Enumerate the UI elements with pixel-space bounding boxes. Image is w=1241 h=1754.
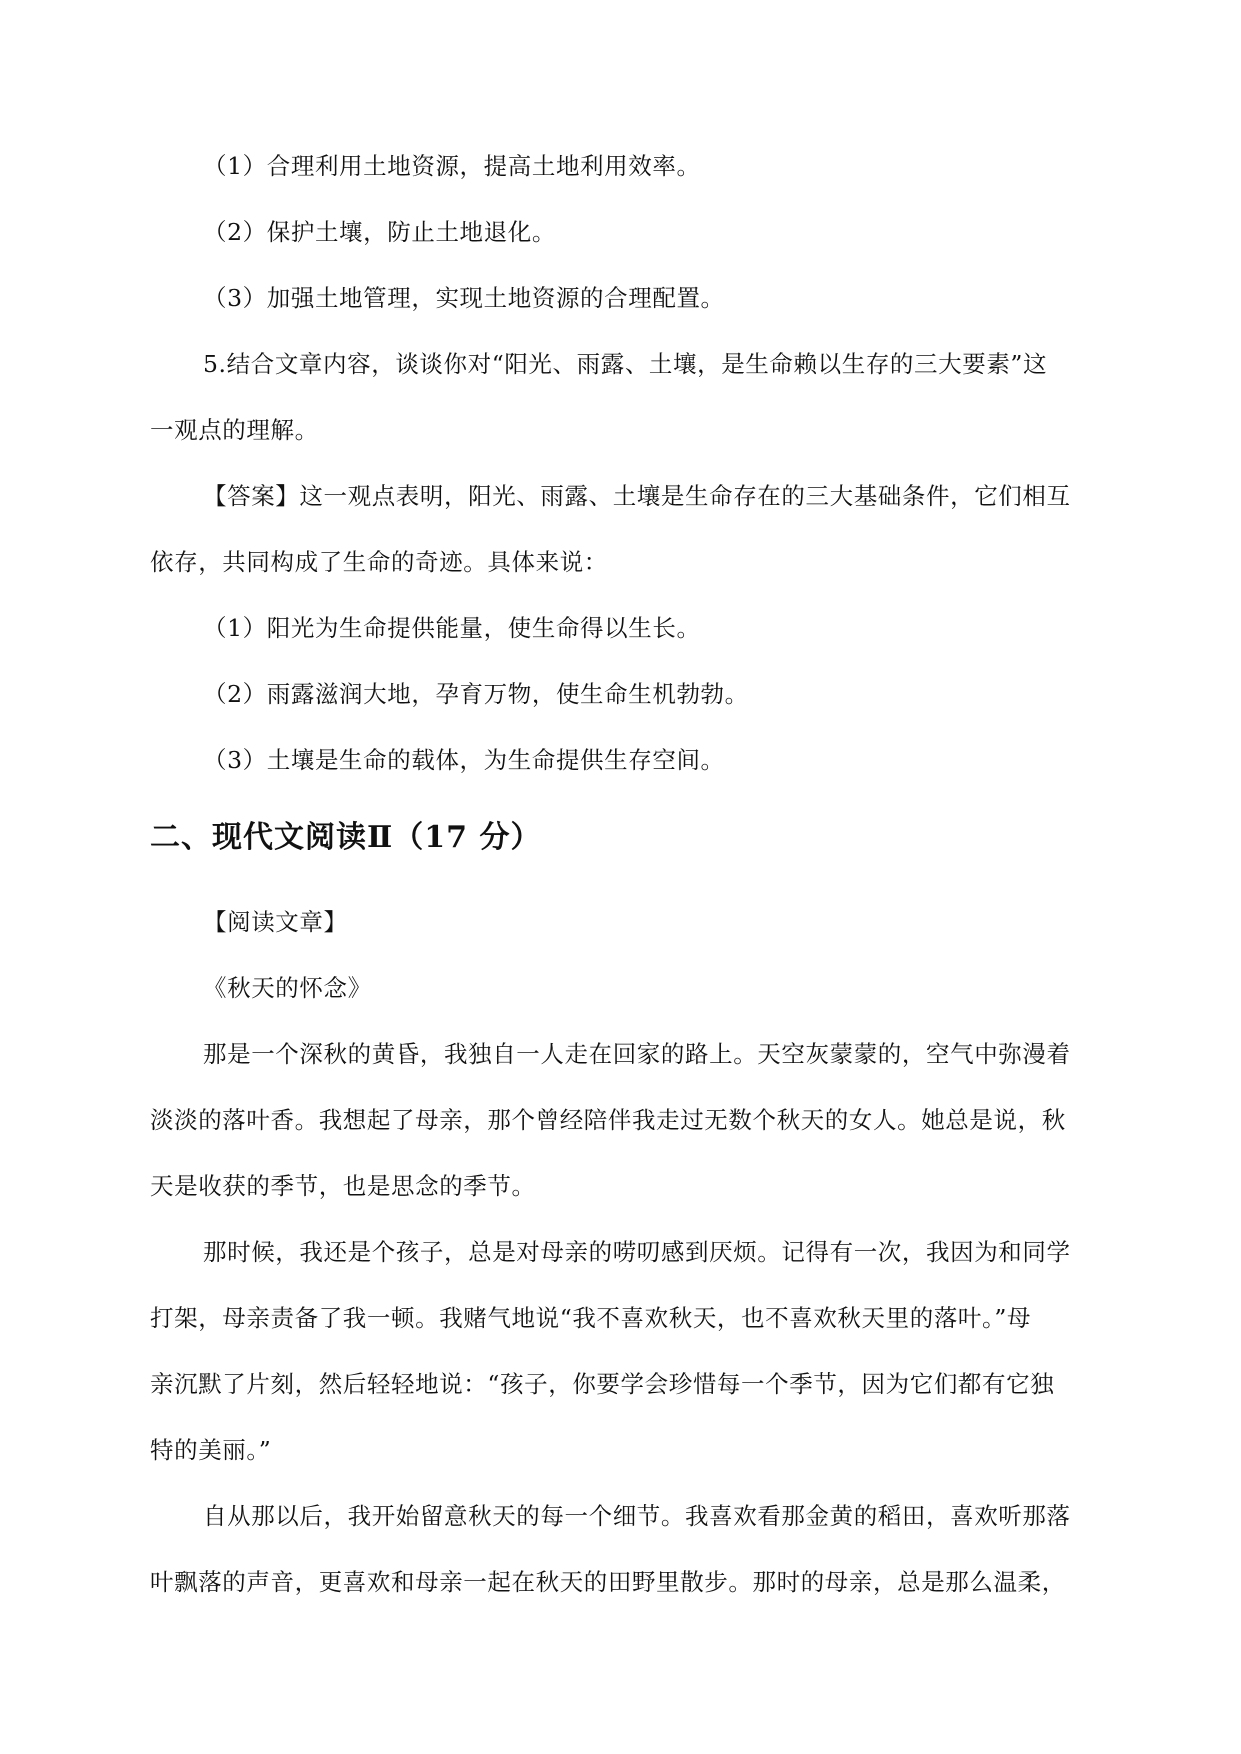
answer-line-2: 依存，共同构成了生命的奇迹。具体来说： (150, 548, 608, 576)
paragraph-1-line-1: 那是一个深秋的黄昏，我独自一人走在回家的路上。天空灰蒙蒙的，空气中弥漫着 (203, 1040, 1071, 1068)
paragraph-2-line-1: 那时候，我还是个孩子，总是对母亲的唠叨感到厌烦。记得有一次，我因为和同学 (203, 1238, 1071, 1266)
paragraph-3-line-2: 叶飘落的声音，更喜欢和母亲一起在秋天的田野里散步。那时的母亲，总是那么温柔， (150, 1568, 1066, 1596)
section-heading: 二、现代文阅读Ⅱ（17 分） (150, 820, 542, 855)
article-title: 《秋天的怀念》 (203, 974, 372, 1002)
paragraph-2-line-3: 亲沉默了片刻，然后轻轻地说：“孩子，你要学会珍惜每一个季节，因为它们都有它独 (150, 1370, 1055, 1398)
measure-item-3: （3）加强土地管理，实现土地资源的合理配置。 (203, 284, 725, 312)
question-5-line-1: 5.结合文章内容，谈谈你对“阳光、雨露、土壤，是生命赖以生存的三大要素”这 (203, 350, 1048, 378)
answer-point-3: （3）土壤是生命的载体，为生命提供生存空间。 (203, 746, 725, 774)
paragraph-3-line-1: 自从那以后，我开始留意秋天的每一个细节。我喜欢看那金黄的稻田，喜欢听那落 (203, 1502, 1071, 1530)
answer-point-2: （2）雨露滋润大地，孕育万物，使生命生机勃勃。 (203, 680, 749, 708)
paragraph-2-line-2: 打架，母亲责备了我一顿。我赌气地说“我不喜欢秋天，也不喜欢秋天里的落叶。”母 (150, 1304, 1032, 1332)
question-5-line-2: 一观点的理解。 (150, 416, 319, 444)
answer-line-1: 【答案】这一观点表明，阳光、雨露、土壤是生命存在的三大基础条件，它们相互 (203, 482, 1071, 510)
measure-item-2: （2）保护土壤，防止土地退化。 (203, 218, 556, 246)
reading-label: 【阅读文章】 (203, 908, 348, 936)
paragraph-2-line-4: 特的美丽。” (150, 1436, 272, 1464)
measure-item-1: （1）合理利用土地资源，提高土地利用效率。 (203, 152, 701, 180)
paragraph-1-line-3: 天是收获的季节，也是思念的季节。 (150, 1172, 536, 1200)
paragraph-1-line-2: 淡淡的落叶香。我想起了母亲，那个曾经陪伴我走过无数个秋天的女人。她总是说，秋 (150, 1106, 1066, 1134)
answer-point-1: （1）阳光为生命提供能量，使生命得以生长。 (203, 614, 701, 642)
